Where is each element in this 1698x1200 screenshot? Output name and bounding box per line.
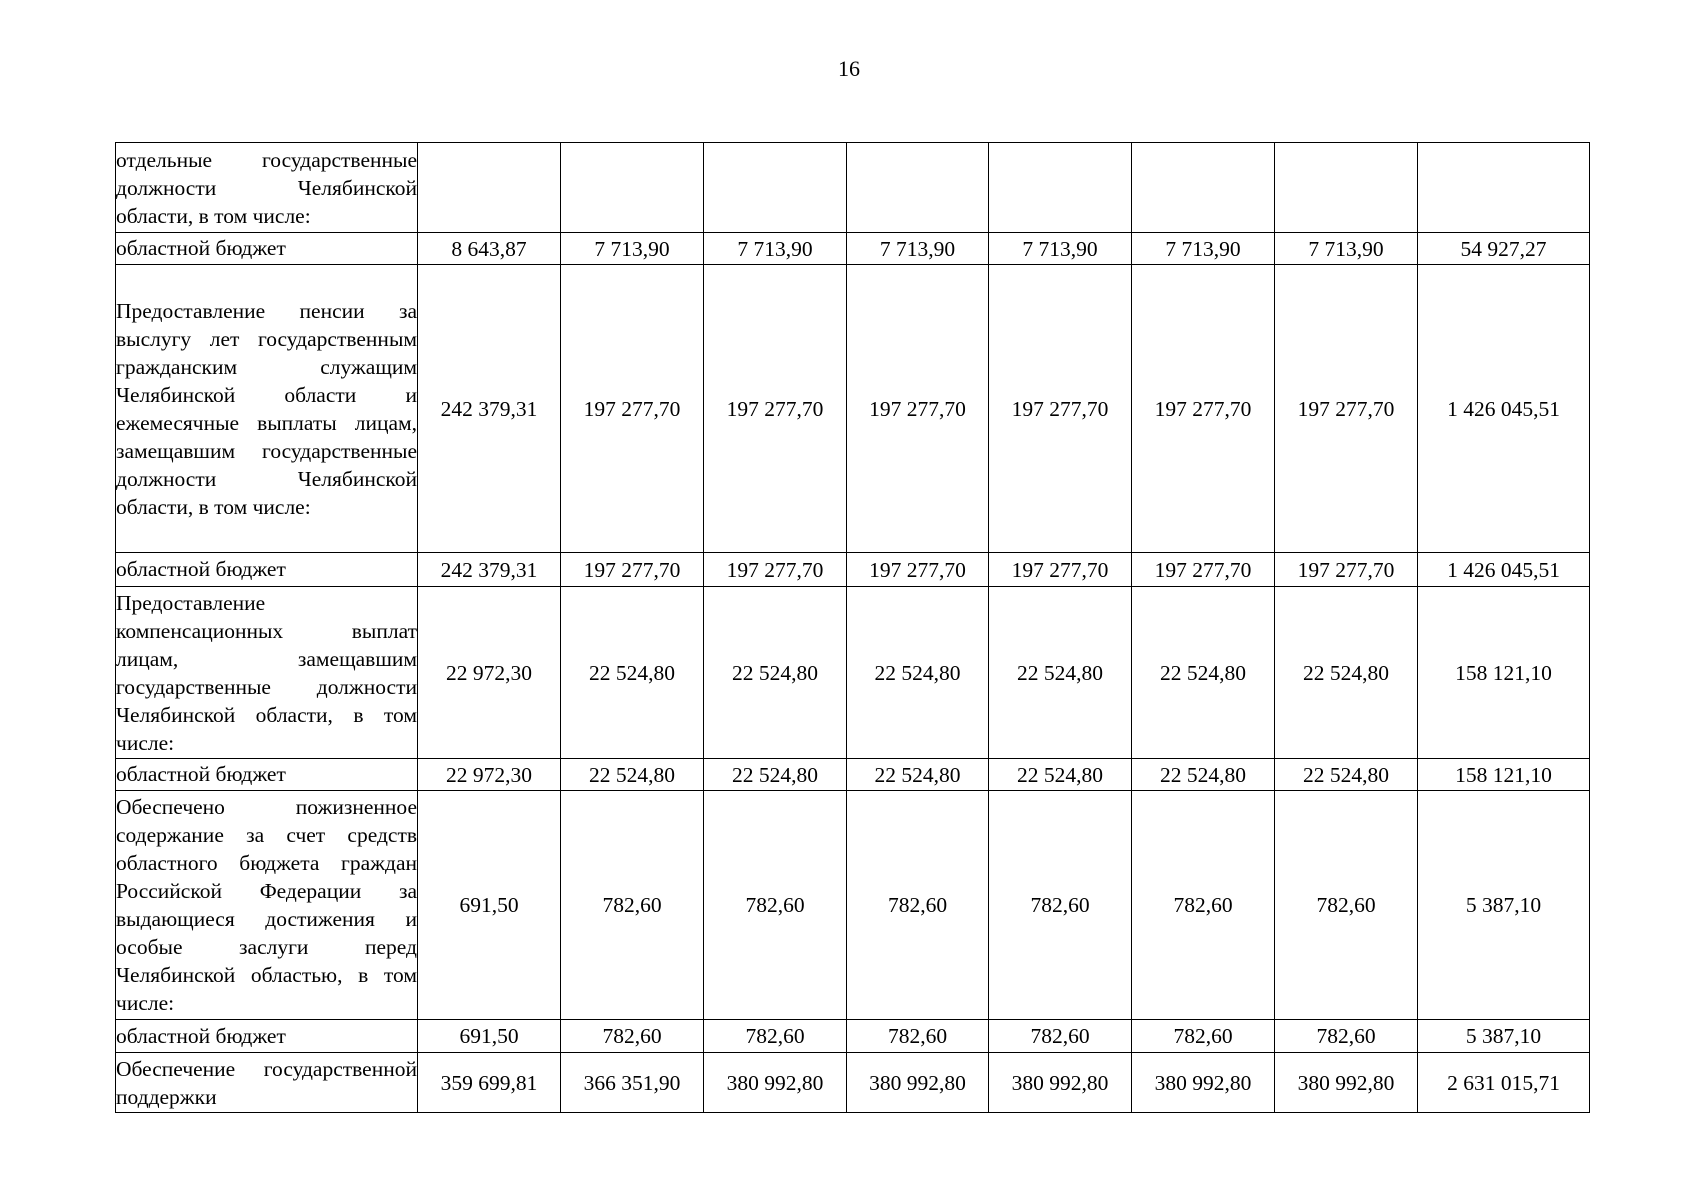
table-row bbox=[116, 1053, 1590, 1113]
value-cell-2022: 782,60 bbox=[704, 791, 847, 1020]
value-cell-2026: 7 713,90 bbox=[1275, 233, 1418, 265]
value-cell-2024: 782,60 bbox=[989, 1020, 1132, 1053]
value-cell-2026: 380 992,80 bbox=[1275, 1053, 1418, 1113]
row-label: Обеспечено пожизненное содержание за счет средств областного бюджета граждан Российской Федерации за выдающиеся достижения и особые заслуги перед Челябинской областью, в том числе: bbox=[116, 791, 418, 1020]
value-cell-2025: 22 524,80 bbox=[1132, 759, 1275, 791]
value-cell-2024: 380 992,80 bbox=[989, 1053, 1132, 1113]
value-cell-2024: 197 277,70 bbox=[989, 265, 1132, 553]
value-cell-2024: 7 713,90 bbox=[989, 233, 1132, 265]
value-cell-2024 bbox=[989, 143, 1132, 233]
value-cell-2020: 8 643,87 bbox=[418, 233, 561, 265]
value-cell-2023: 782,60 bbox=[847, 1020, 989, 1053]
value-cell-2025: 380 992,80 bbox=[1132, 1053, 1275, 1113]
value-cell-2026: 782,60 bbox=[1275, 791, 1418, 1020]
row-label: областной бюджет bbox=[116, 759, 418, 791]
row-label: отдельные государственные должности Челябинской области, в том числе: bbox=[116, 143, 418, 233]
value-cell-2021: 7 713,90 bbox=[561, 233, 704, 265]
value-cell-2020: 691,50 bbox=[418, 791, 561, 1020]
value-cell-2022: 782,60 bbox=[704, 1020, 847, 1053]
value-cell-2021: 366 351,90 bbox=[561, 1053, 704, 1113]
value-cell-2022: 22 524,80 bbox=[704, 587, 847, 759]
row-label: Предоставление компенсационных выплат лицам, замещавшим государственные должности Челябинской области, в том числе: bbox=[116, 587, 418, 759]
table-row bbox=[116, 553, 1590, 587]
value-cell-2026: 197 277,70 bbox=[1275, 553, 1418, 587]
value-cell-2025: 22 524,80 bbox=[1132, 587, 1275, 759]
value-cell-2025: 197 277,70 bbox=[1132, 265, 1275, 553]
value-cell-2024: 22 524,80 bbox=[989, 587, 1132, 759]
value-cell-2021: 782,60 bbox=[561, 1020, 704, 1053]
value-cell-2021: 197 277,70 bbox=[561, 553, 704, 587]
value-cell-2021: 197 277,70 bbox=[561, 265, 704, 553]
value-cell-2026 bbox=[1275, 143, 1418, 233]
value-cell-total: 1 426 045,51 bbox=[1418, 553, 1590, 587]
table-row bbox=[116, 233, 1590, 265]
value-cell-2024: 782,60 bbox=[989, 791, 1132, 1020]
value-cell-2025: 197 277,70 bbox=[1132, 553, 1275, 587]
value-cell-2022: 22 524,80 bbox=[704, 759, 847, 791]
value-cell-2021: 22 524,80 bbox=[561, 759, 704, 791]
value-cell-2023: 197 277,70 bbox=[847, 553, 989, 587]
value-cell-2023: 22 524,80 bbox=[847, 587, 989, 759]
value-cell-2022 bbox=[704, 143, 847, 233]
value-cell-2023 bbox=[847, 143, 989, 233]
value-cell-2020 bbox=[418, 143, 561, 233]
value-cell-2020: 22 972,30 bbox=[418, 587, 561, 759]
value-cell-2023: 380 992,80 bbox=[847, 1053, 989, 1113]
value-cell-2025: 782,60 bbox=[1132, 1020, 1275, 1053]
value-cell-2022: 7 713,90 bbox=[704, 233, 847, 265]
table-row bbox=[116, 759, 1590, 791]
value-cell-2024: 197 277,70 bbox=[989, 553, 1132, 587]
value-cell-2020: 359 699,81 bbox=[418, 1053, 561, 1113]
value-cell-2023: 22 524,80 bbox=[847, 759, 989, 791]
value-cell-total: 2 631 015,71 bbox=[1418, 1053, 1590, 1113]
table-body bbox=[116, 143, 1590, 1113]
row-label: областной бюджет bbox=[116, 1020, 418, 1053]
table-row bbox=[116, 1020, 1590, 1053]
value-cell-total: 158 121,10 bbox=[1418, 587, 1590, 759]
value-cell-2026: 197 277,70 bbox=[1275, 265, 1418, 553]
value-cell-2021 bbox=[561, 143, 704, 233]
value-cell-total: 54 927,27 bbox=[1418, 233, 1590, 265]
page-number: 16 bbox=[838, 56, 860, 81]
value-cell-2022: 380 992,80 bbox=[704, 1053, 847, 1113]
value-cell-2020: 691,50 bbox=[418, 1020, 561, 1053]
table-row bbox=[116, 143, 1590, 233]
table-row bbox=[116, 265, 1590, 553]
row-label: областной бюджет bbox=[116, 233, 418, 265]
value-cell-2021: 22 524,80 bbox=[561, 587, 704, 759]
value-cell-2023: 7 713,90 bbox=[847, 233, 989, 265]
value-cell-2023: 197 277,70 bbox=[847, 265, 989, 553]
budget-table bbox=[115, 142, 1590, 1113]
value-cell-2020: 22 972,30 bbox=[418, 759, 561, 791]
value-cell-2026: 782,60 bbox=[1275, 1020, 1418, 1053]
value-cell-total bbox=[1418, 143, 1590, 233]
value-cell-total: 5 387,10 bbox=[1418, 1020, 1590, 1053]
value-cell-2022: 197 277,70 bbox=[704, 265, 847, 553]
value-cell-total: 5 387,10 bbox=[1418, 791, 1590, 1020]
value-cell-2021: 782,60 bbox=[561, 791, 704, 1020]
value-cell-2025 bbox=[1132, 143, 1275, 233]
value-cell-2025: 782,60 bbox=[1132, 791, 1275, 1020]
value-cell-2026: 22 524,80 bbox=[1275, 759, 1418, 791]
row-label: Предоставление пенсии за выслугу лет государственным гражданским служащим Челябинской области и ежемесячные выплаты лицам, замещавшим государственные должности Челябинской области, в том числе: bbox=[116, 265, 418, 553]
table-row bbox=[116, 791, 1590, 1020]
value-cell-2026: 22 524,80 bbox=[1275, 587, 1418, 759]
table-row bbox=[116, 587, 1590, 759]
value-cell-total: 1 426 045,51 bbox=[1418, 265, 1590, 553]
value-cell-2020: 242 379,31 bbox=[418, 553, 561, 587]
value-cell-2023: 782,60 bbox=[847, 791, 989, 1020]
value-cell-2020: 242 379,31 bbox=[418, 265, 561, 553]
value-cell-total: 158 121,10 bbox=[1418, 759, 1590, 791]
row-label: Обеспечение государственной поддержки bbox=[116, 1053, 418, 1113]
value-cell-2025: 7 713,90 bbox=[1132, 233, 1275, 265]
value-cell-2024: 22 524,80 bbox=[989, 759, 1132, 791]
value-cell-2022: 197 277,70 bbox=[704, 553, 847, 587]
row-label: областной бюджет bbox=[116, 553, 418, 587]
